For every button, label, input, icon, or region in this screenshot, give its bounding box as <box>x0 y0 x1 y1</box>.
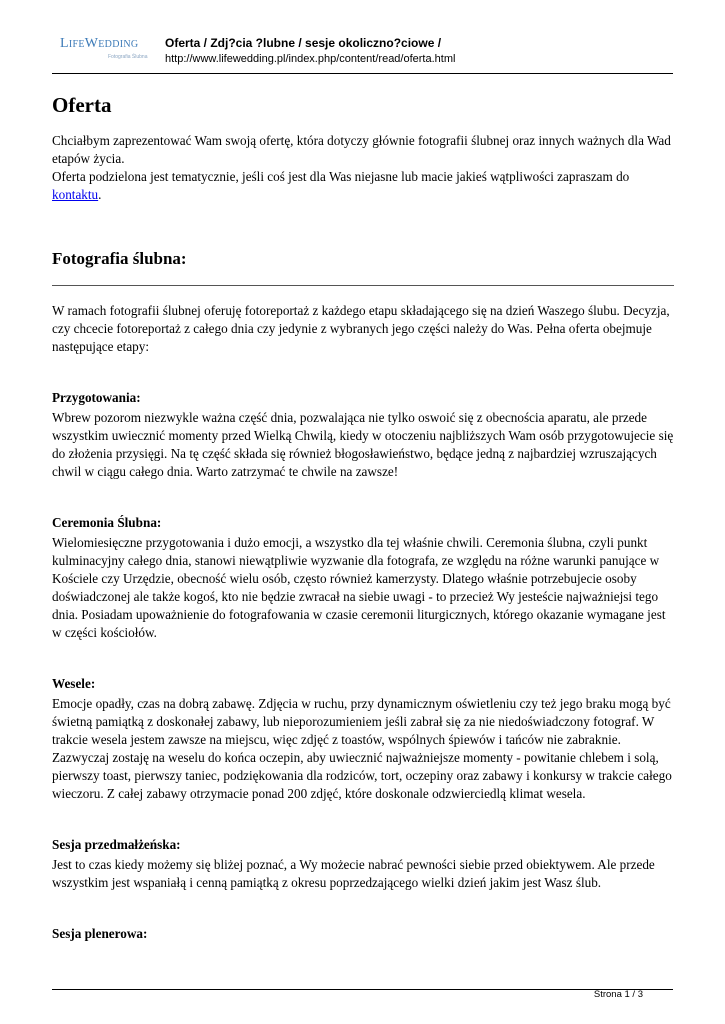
logo-wordmark: LifeWedding <box>60 36 139 51</box>
document-title: Oferta / Zdj?cia ?lubne / sesje okoliczno?ciowe / <box>165 36 442 50</box>
section-title: Sesja plenerowa: <box>52 926 148 941</box>
logo-tagline: Fotografia Ślubna <box>108 54 148 60</box>
document-url: http://www.lifewedding.pl/index.php/content/read/oferta.html <box>165 53 456 65</box>
offer-section-outdoor-session <box>52 925 674 943</box>
section-body: Emocje opadły, czas na dobrą zabawę. Zdjęcia w ruchu, przy dynamicznym oświetleniu czy też jego braku mogą być świetną pamiątką z doskonałej zabawy, lub nieporozumieniem jeśli zabrał się za nie niedoświadczony fotograf. W trakcie wesela jestem zawsze na miejscu, więc zdjęć z toastów, wspólnych śpiewów i tańców nie zabraknie. Zazwyczaj zostaję na weselu do końca oczepin, aby uwiecznić najważniejsze momenty - powitanie chlebem i solą, pierwszy toast, pierwszy taniec, podziękowania dla rodziców, tort, oczepiny oraz zabawy i konkursy w trakcie całego wieczoru. Z całej zabawy otrzymacie ponad 200 zdjęć, które doskonale odzwierciedlą klimat wesela. <box>52 696 672 801</box>
lifewedding-logo <box>60 36 160 66</box>
lead-paragraph: W ramach fotografii ślubnej oferuję fotoreportaż z każdego etapu składającego się na dzień Waszego ślubu. Decyzja, czy chcecie fotoreportaż z całego dnia czy jedynie z wybranych jego części należy do Was. Pełna oferta obejmuje następujące etapy: <box>52 303 670 354</box>
section-body: Wielomiesięczne przygotowania i dużo emocji, a wszystko dla tej właśnie chwili. Ceremonia ślubna, czyli punkt kulminacyjny całego dnia, stanowi niewątpliwie wyzwanie dla fotografa, ze względu na różne warunki panujące w Kościele czy Urzędzie, obecność wielu osób, często również kamerzysty. Dlatego właśnie potrzebujecie osoby doświadczonej ale także kogoś, kto nie będzie zwracał na siebie uwagi - to przecież Wy jesteście najważniejsi tego dnia. Posiadam upoważnienie do fotografowania w czasie ceremonii liturgicznych, którego okazanie wymagane jest w części kościołów. <box>52 535 666 640</box>
offer-section-reception <box>52 675 674 803</box>
section-divider <box>52 285 674 286</box>
main-content <box>52 92 674 943</box>
page-header <box>52 32 673 72</box>
section-body: Wbrew pozorom niezwykle ważna część dnia, pozwalająca nie tylko oswoić się z obecnościa aparatu, ale przede wszystkim uwiecznić momenty przed Wielką Chwilą, kiedy w otoczeniu najbliższych Wam osób przygotowujecie się do złożenia przysięgi. Na tę część składa się również błogosławieństwo, będące jedną z najbardziej wzruszających chwil w ciągu całego dnia. Warto zatrzymać te chwile na zawsze! <box>52 410 674 479</box>
section-body: Jest to czas kiedy możemy się bliżej poznać, a Wy możecie nabrać pewności siebie przed obiektywem. Ale przede wszystkim jest wspaniałą i cenną pamiątką z okresu poprzedzającego wielki dzień jakim jest Wasz ślub. <box>52 857 655 890</box>
intro-line-2-end: . <box>98 187 102 202</box>
intro-line-2 <box>52 168 674 204</box>
header-divider <box>52 73 673 74</box>
footer-divider <box>52 989 673 990</box>
contact-link[interactable]: kontaktu <box>52 187 99 202</box>
offer-section-preparations <box>52 389 674 481</box>
offer-section-ceremony <box>52 514 674 642</box>
offer-section-engagement-session <box>52 836 674 892</box>
section-title: Przygotowania: <box>52 390 141 405</box>
page-title: Oferta <box>52 93 112 117</box>
page-number: Strona 1 / 3 <box>593 989 643 1000</box>
intro-line-1: Chciałbym zaprezentować Wam swoją ofertę, która dotyczy głównie fotografii ślubnej oraz innych ważnych dla Wad etapów życia. <box>52 133 671 166</box>
section-title: Ceremonia Ślubna: <box>52 515 162 530</box>
intro-paragraph <box>52 132 674 204</box>
section-heading: Fotografia ślubna: <box>52 249 187 268</box>
intro-line-2-text: Oferta podzielona jest tematycznie, jeśli coś jest dla Was niejasne lub macie jakieś wątpliwości zapraszam do <box>52 169 630 184</box>
section-title: Sesja przedmałżeńska: <box>52 837 181 852</box>
section-title: Wesele: <box>52 676 96 691</box>
